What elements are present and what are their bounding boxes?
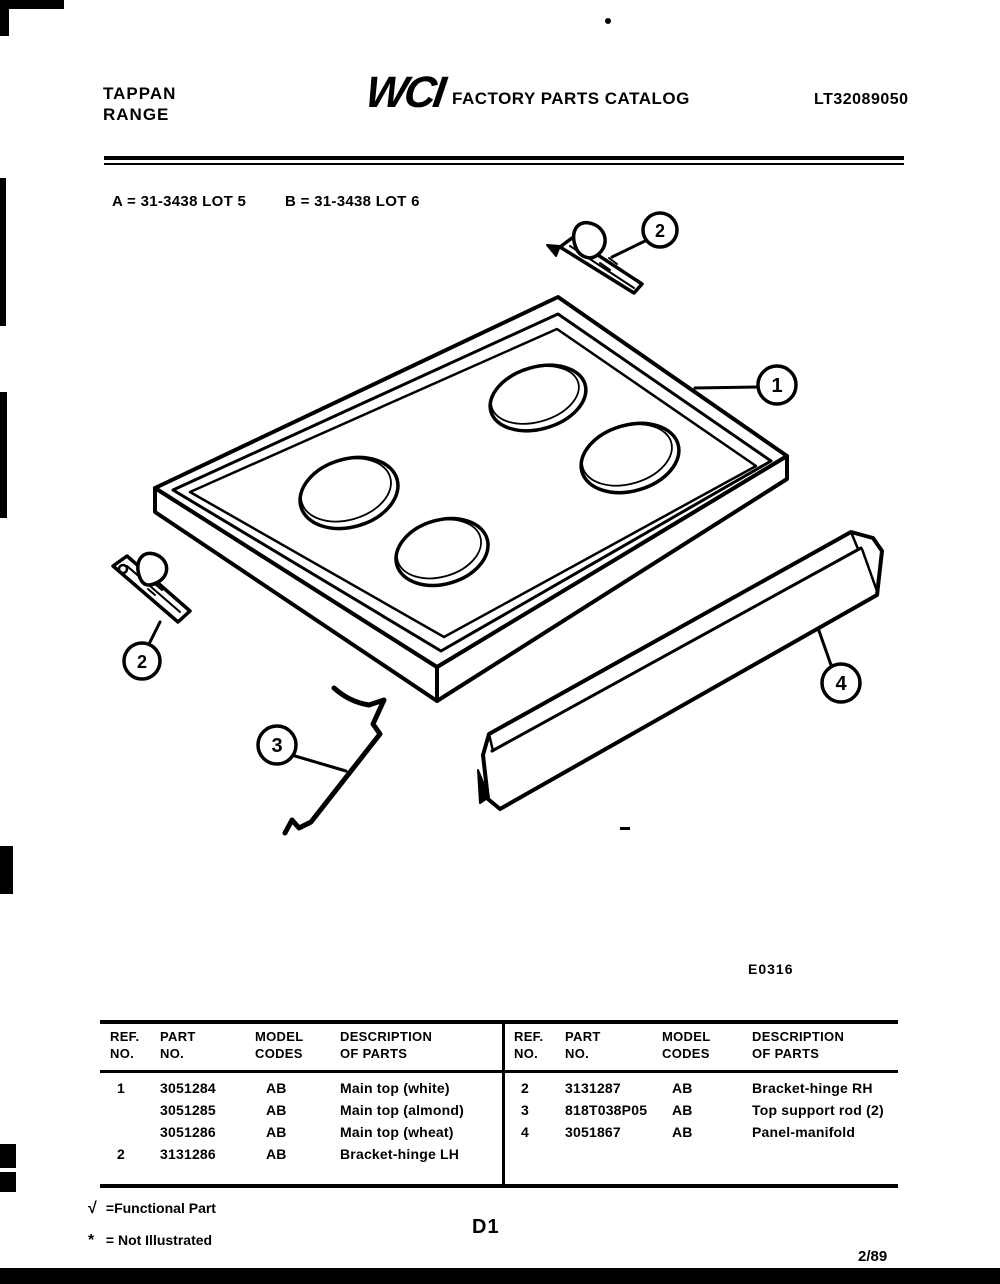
col-header-ref-right: REF. NO. (514, 1029, 544, 1061)
cell-desc: Top support rod (2) (752, 1102, 884, 1118)
callout-1-label: 1 (771, 375, 783, 397)
scan-artifact (0, 846, 13, 894)
cell-part: 818T038P05 (565, 1102, 648, 1118)
bracket-hinge-top-drawing (547, 223, 642, 293)
cell-desc: Main top (white) (340, 1080, 450, 1096)
cell-desc: Bracket-hinge LH (340, 1146, 460, 1162)
scan-artifact (0, 0, 64, 9)
callout-3-label: 3 (271, 735, 283, 757)
wci-logo: WCI (362, 68, 447, 117)
callout-4-label: 4 (835, 673, 847, 695)
cell-model: AB (672, 1102, 693, 1118)
legend-not-illustrated: * = Not Illustrated (88, 1232, 213, 1249)
scan-artifact (620, 827, 630, 830)
check-symbol: √ (88, 1200, 97, 1217)
brand-line1: TAPPAN (103, 84, 177, 103)
cell-ref: 4 (521, 1124, 529, 1140)
doc-number: LT32089050 (814, 91, 909, 108)
cell-model: AB (266, 1102, 287, 1118)
col-header-ref-left: REF. NO. (110, 1029, 140, 1061)
cell-part: 3051286 (160, 1124, 216, 1140)
callout-2-top-label: 2 (654, 221, 666, 241)
col-header-desc-right: DESCRIPTION OF PARTS (752, 1029, 845, 1061)
scan-artifact (0, 1144, 16, 1168)
cell-ref: 3 (521, 1102, 529, 1118)
figure-code: E0316 (748, 961, 794, 977)
table-rule-top (100, 1020, 898, 1024)
cell-part: 3051284 (160, 1080, 216, 1096)
table-rule-bottom (100, 1184, 898, 1188)
col-header-model-right: MODEL CODES (662, 1029, 711, 1061)
cell-part: 3051867 (565, 1124, 621, 1140)
bracket-hinge-left-drawing (113, 553, 190, 622)
cell-model: AB (266, 1080, 287, 1096)
catalog-title: FACTORY PARTS CATALOG (452, 89, 690, 108)
col-header-part-right: PART NO. (565, 1029, 601, 1061)
col-header-part-left: PART NO. (160, 1029, 196, 1061)
scan-artifact (0, 0, 9, 36)
scan-artifact (0, 1172, 16, 1192)
scan-artifact (0, 392, 7, 518)
cell-part: 3051285 (160, 1102, 216, 1118)
cell-desc: Panel-manifold (752, 1124, 856, 1140)
page-code: D1 (472, 1216, 500, 1238)
cell-desc: Bracket-hinge RH (752, 1080, 873, 1096)
table-rule-header (100, 1070, 898, 1073)
cell-model: AB (672, 1080, 693, 1096)
asterisk-symbol: * (88, 1232, 95, 1249)
cell-desc: Main top (wheat) (340, 1124, 454, 1140)
scan-artifact (0, 178, 6, 326)
brand-line2: RANGE (103, 105, 170, 124)
bottom-scan-bar (0, 1268, 1000, 1284)
legend-functional-part: √ =Functional Part (88, 1200, 216, 1217)
cell-ref: 1 (117, 1080, 125, 1096)
date-code: 2/89 (858, 1248, 888, 1265)
table-divider (502, 1020, 505, 1188)
model-b: B = 31-3438 LOT 6 (285, 193, 420, 210)
cell-ref: 2 (117, 1146, 125, 1162)
col-header-desc-left: DESCRIPTION OF PARTS (340, 1029, 433, 1061)
support-rod-drawing (285, 688, 384, 833)
cell-model: AB (266, 1124, 287, 1140)
model-a: A = 31-3438 LOT 5 (112, 193, 247, 210)
cell-model: AB (672, 1124, 693, 1140)
col-header-model-left: MODEL CODES (255, 1029, 304, 1061)
cell-desc: Main top (almond) (340, 1102, 464, 1118)
cell-ref: 2 (521, 1080, 529, 1096)
callout-2-left-label: 2 (136, 652, 148, 672)
cell-part: 3131286 (160, 1146, 216, 1162)
cell-model: AB (266, 1146, 287, 1162)
scan-artifact (605, 18, 611, 24)
cell-part: 3131287 (565, 1080, 621, 1096)
